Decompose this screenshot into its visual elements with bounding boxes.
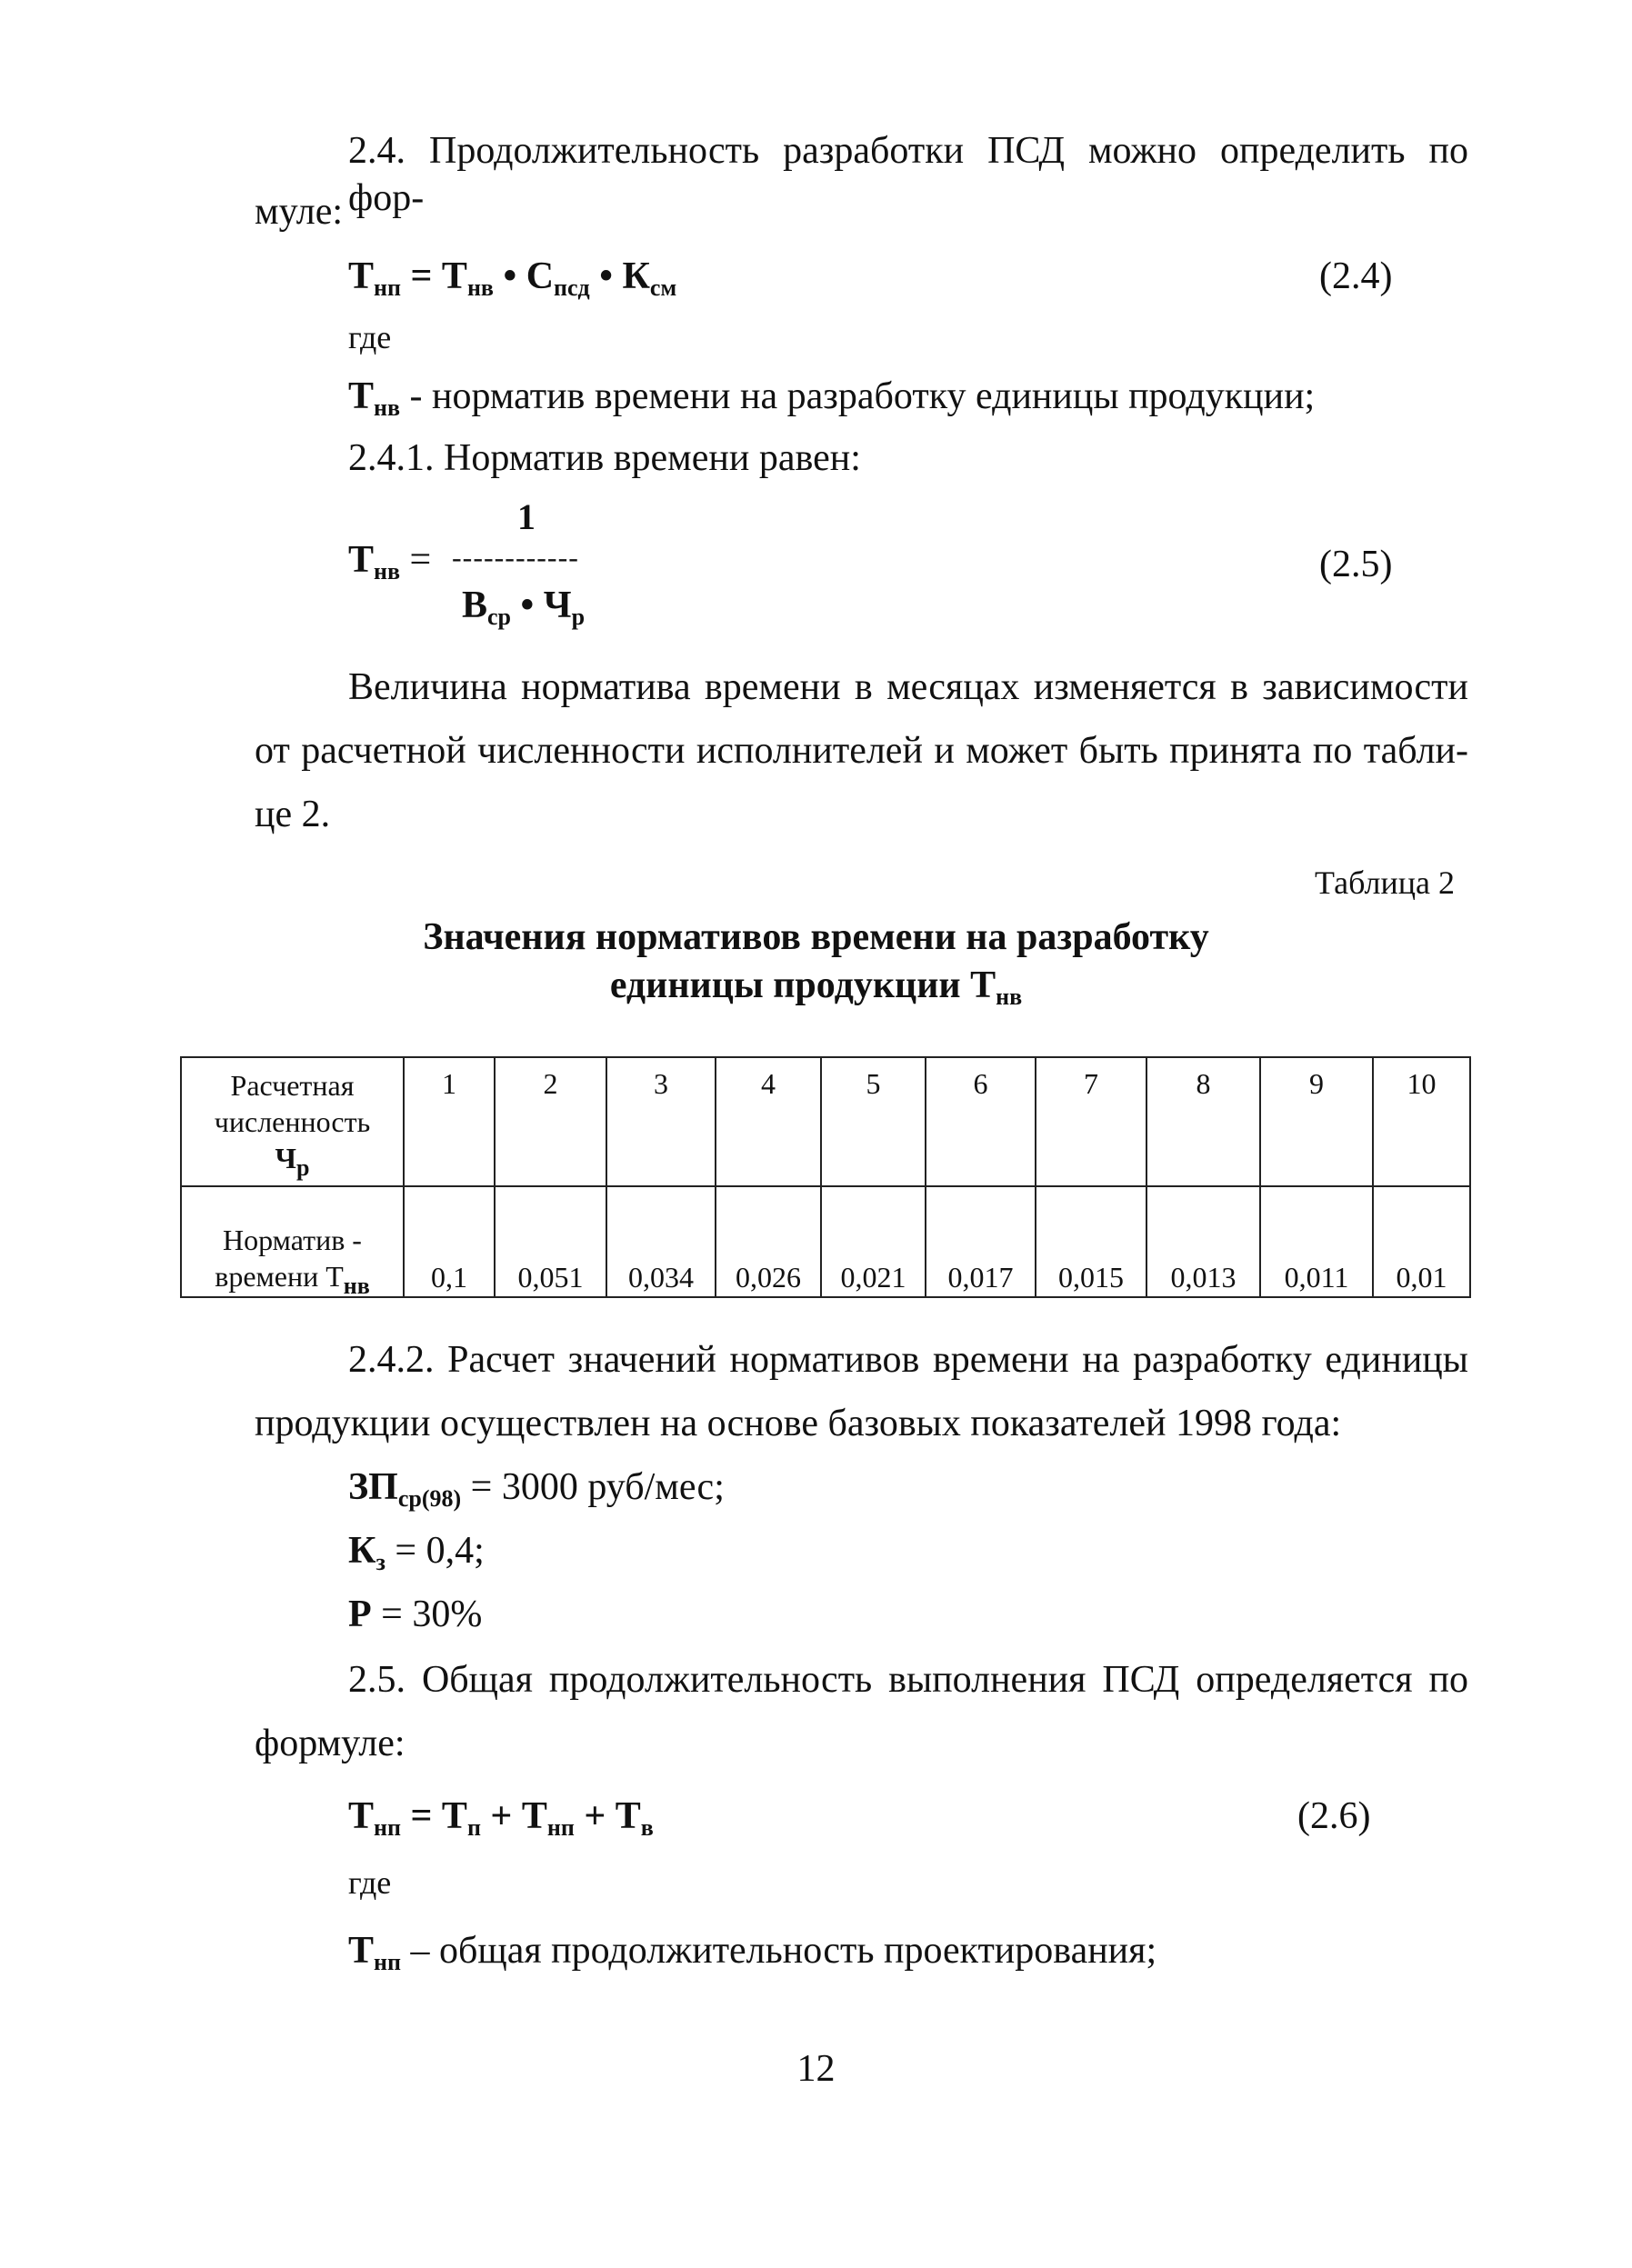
formula-2-6: $Т_{нп} = Т_п + Т_{нп} + Т_в$	[348, 1795, 654, 1841]
table-cell: 0,013	[1146, 1186, 1260, 1297]
paragraph-2-4-2-line-1: 2.4.2. Расчет значений нормативов времени на разработку единицы	[348, 1339, 1468, 1381]
norms-table	[180, 1056, 1471, 1298]
paragraph-2-5-line-1: 2.5. Общая продолжительность выполнения ПСД определяется по	[348, 1659, 1468, 1701]
table-cell: 0,017	[926, 1186, 1036, 1297]
where-label-2: где	[348, 1864, 392, 1901]
table-cell: 5	[821, 1057, 926, 1186]
where-label: где	[348, 319, 392, 355]
paragraph-2-4-line-2: муле:	[255, 191, 344, 233]
table-cell: 0,034	[606, 1186, 716, 1297]
table-cell: 6	[926, 1057, 1036, 1186]
table-cell: 9	[1260, 1057, 1373, 1186]
table-cell: 7	[1036, 1057, 1146, 1186]
formula-2-5-denominator: $В_{ср}$ • $Ч_р$	[462, 584, 586, 630]
table-cell: 0,051	[495, 1186, 606, 1297]
page-number: 12	[796, 2048, 836, 2090]
table-cell: 2	[495, 1057, 606, 1186]
paragraph-2-4-line-1: 2.4. Продолжительность разработки ПСД можно определить по фор-	[348, 130, 1468, 219]
table-cell: 0,011	[1260, 1186, 1373, 1297]
table-cell: 3	[606, 1057, 716, 1186]
table-cell: 0,026	[716, 1186, 821, 1297]
paragraph-2-4-1: 2.4.1. Норматив времени равен:	[348, 437, 861, 479]
table-cell: 0,021	[821, 1186, 926, 1297]
table-cell: 0,01	[1373, 1186, 1470, 1297]
base-profit: Р = 30%	[348, 1594, 483, 1635]
row-header-norm: Норматив - времени $Т_{нв}$	[181, 1186, 404, 1297]
table-cell: 8	[1146, 1057, 1260, 1186]
formula-2-5-fraction-bar: ------------	[452, 541, 579, 574]
paragraph-value-line-2: от расчетной численности исполнителей и может быть принята по табли-	[255, 730, 1468, 772]
table-cell: 0,1	[404, 1186, 495, 1297]
formula-2-4-number: (2.4)	[1319, 255, 1393, 297]
definition-t-nv: $Т_{нв}$ - норматив времени на разработку единицы продукции;	[348, 375, 1316, 421]
formula-2-5-numerator: 1	[517, 496, 536, 537]
paragraph-2-4-2-line-2: продукции осуществлен на основе базовых показателей 1998 года:	[255, 1403, 1342, 1444]
definition-t-np: $Т_{нп}$ – общая продолжительность проектирования;	[348, 1930, 1157, 1975]
table-label: Таблица 2	[1315, 864, 1455, 901]
table-row-count	[181, 1057, 1470, 1186]
base-salary: $ЗП_{ср(98)} = 3000$ руб/мес;	[348, 1466, 725, 1512]
table-cell: 0,015	[1036, 1186, 1146, 1297]
table-caption-line-2: единицы продукции $Т_{нв}$	[609, 964, 1023, 1010]
table-row-norm	[181, 1186, 1470, 1297]
formula-2-6-number: (2.6)	[1297, 1795, 1371, 1837]
table-cell: 4	[716, 1057, 821, 1186]
formula-2-4: $Т_{нп} = Т_{нв}$ • $С_{псд}$ • $К_{см}$	[348, 255, 677, 301]
formula-2-5-number: (2.5)	[1319, 544, 1393, 585]
table-cell: 10	[1373, 1057, 1470, 1186]
table-caption-line-1: Значения нормативов времени на разработку	[423, 916, 1209, 958]
formula-2-5-lhs: $Т_{нв}$ =	[348, 539, 432, 584]
base-coefficient: $К_з = 0,4$;	[348, 1530, 485, 1575]
paragraph-2-5-line-2: формуле:	[255, 1723, 405, 1764]
table-cell: 1	[404, 1057, 495, 1186]
row-header-count: Расчетная численность $Ч_р$	[181, 1057, 404, 1186]
paragraph-value-line-1: Величина норматива времени в месяцах изменяется в зависимости	[348, 666, 1468, 708]
paragraph-value-line-3: це 2.	[255, 794, 331, 835]
